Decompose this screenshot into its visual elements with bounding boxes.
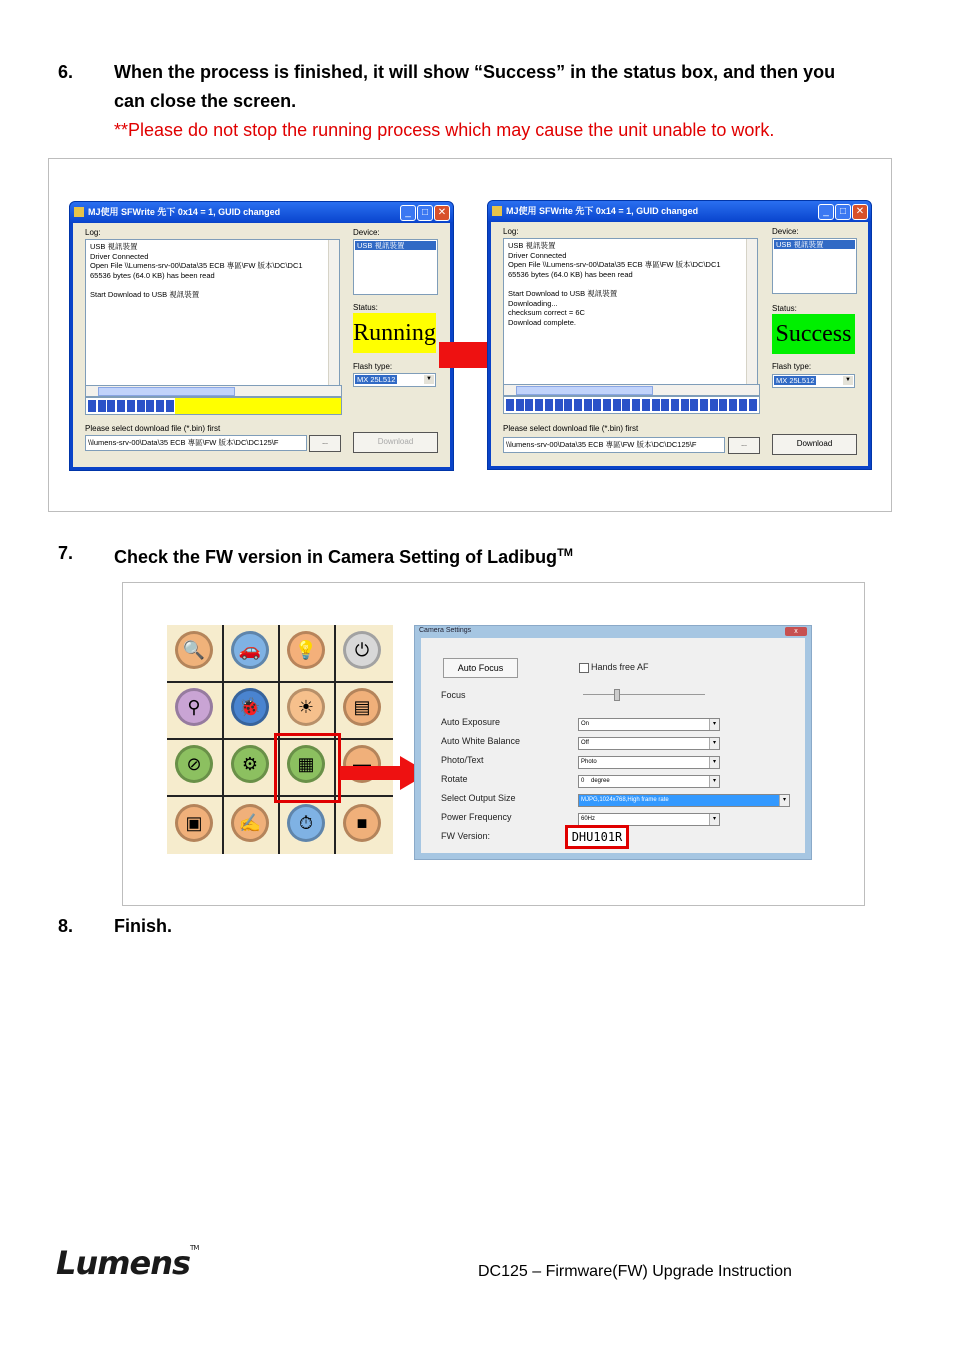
progress-block <box>603 399 611 411</box>
progress-block <box>525 399 533 411</box>
window-title: MJ使用 SFWrite 先下 0x14 = 1, GUID changed <box>506 206 699 216</box>
record-icon[interactable]: ■ <box>343 804 381 842</box>
log-line: 65536 bytes (64.0 KB) has been read <box>90 270 215 280</box>
auto-white-balance-value: Off <box>581 740 589 746</box>
flash-type-label: Flash type: <box>353 362 393 371</box>
window-title: MJ使用 SFWrite 先下 0x14 = 1, GUID changed <box>88 207 281 217</box>
status-label: Status: <box>353 303 378 312</box>
progress-block <box>749 399 757 411</box>
progress-block <box>700 399 708 411</box>
window-body <box>491 222 868 466</box>
device-list[interactable] <box>772 238 857 294</box>
focus-slider-handle[interactable] <box>614 689 620 701</box>
fw-version-value: DHU101R <box>565 825 629 849</box>
download-button[interactable]: Download <box>353 432 438 453</box>
app-icon <box>492 206 502 216</box>
log-line: Open File \\Lumens-srv-00\Data\35 ECB 專區\FW 版本\DC\DC1 <box>90 261 303 271</box>
step-6-line-1: When the process is finished, it will show “Success” in the status box, and then you <box>114 62 836 82</box>
progress-block <box>564 399 572 411</box>
window-title-bar[interactable] <box>488 201 871 221</box>
window-body <box>73 223 450 467</box>
flash-type-select[interactable] <box>772 374 855 388</box>
log-line: 65536 bytes (64.0 KB) has been read <box>508 269 633 279</box>
output-size-value: MJPG,1024x768,High frame rate <box>581 797 669 803</box>
log-line: Driver Connected <box>90 251 149 261</box>
photo-text-label: Photo/Text <box>441 755 484 765</box>
camera-settings-body <box>421 638 805 853</box>
progress-block <box>671 399 679 411</box>
app-icon <box>74 207 84 217</box>
maximize-icon[interactable]: □ <box>835 204 851 220</box>
output-size-select[interactable] <box>578 794 790 807</box>
fw-version-label: FW Version: <box>441 831 491 841</box>
focus-slider-track[interactable] <box>583 694 705 695</box>
step-6-warning: **Please do not stop the running process which may cause the unit unable to work. <box>114 120 775 140</box>
progress-remaining <box>175 398 341 414</box>
window-icon[interactable]: ▬ <box>343 745 381 783</box>
close-icon[interactable]: x <box>785 627 807 636</box>
device-list[interactable] <box>353 239 438 295</box>
progress-block <box>166 400 174 412</box>
brightness-icon[interactable]: ☀ <box>287 688 325 726</box>
progress-block <box>632 399 640 411</box>
output-size-label: Select Output Size <box>441 793 516 803</box>
progress-block <box>506 399 514 411</box>
progress-block <box>593 399 601 411</box>
device-label: Device: <box>772 227 799 236</box>
file-path-input[interactable]: \\lumens-srv-00\Data\35 ECB 專區\FW 版本\DC\DC125\F <box>503 437 725 453</box>
device-item[interactable]: USB 視訊裝置 <box>774 240 855 249</box>
annotation-icon[interactable]: ✍ <box>231 804 269 842</box>
rotate-label: Rotate <box>441 774 468 784</box>
progress-block <box>642 399 650 411</box>
notes-icon[interactable]: ▤ <box>343 688 381 726</box>
chevron-down-icon[interactable]: ▾ <box>709 719 719 730</box>
progress-block <box>622 399 630 411</box>
progress-block <box>88 400 96 412</box>
progress-block <box>535 399 543 411</box>
trademark-mark: TM <box>557 547 573 559</box>
power-frequency-label: Power Frequency <box>441 812 512 822</box>
flash-type-label: Flash type: <box>772 362 812 371</box>
device-label: Device: <box>353 228 380 237</box>
hands-free-checkbox[interactable] <box>579 663 589 673</box>
status-box: Success <box>772 314 855 354</box>
log-box[interactable] <box>503 238 758 385</box>
maximize-icon[interactable]: □ <box>417 205 433 221</box>
progress-block <box>719 399 727 411</box>
download-button[interactable]: Download <box>772 434 857 455</box>
progress-block <box>729 399 737 411</box>
log-label: Log: <box>503 227 519 236</box>
log-line: Open File \\Lumens-srv-00\Data\35 ECB 專區\FW 版本\DC\DC1 <box>508 260 721 270</box>
log-line: checksum correct = 6C <box>508 308 585 318</box>
minimize-icon[interactable]: _ <box>818 204 834 220</box>
car-icon[interactable]: 🚗 <box>231 631 269 669</box>
image-icon[interactable]: ▣ <box>175 804 213 842</box>
file-path-input[interactable]: \\lumens-srv-00\Data\35 ECB 專區\FW 版本\DC\DC125\F <box>85 435 307 451</box>
minimize-icon[interactable]: _ <box>400 205 416 221</box>
progress-block <box>146 400 154 412</box>
chevron-down-icon[interactable]: ▾ <box>779 795 789 806</box>
photo-text-select[interactable] <box>578 756 720 769</box>
rotate-select[interactable] <box>578 775 720 788</box>
step-6-line-2: can close the screen. <box>114 91 297 111</box>
camera-settings-window <box>414 625 812 860</box>
progress-block <box>137 400 145 412</box>
browse-button[interactable]: ... <box>728 437 760 454</box>
log-horizontal-scrollbar[interactable] <box>85 385 342 397</box>
step-7-label: Check the FW version in Camera Setting of Ladibug <box>114 547 558 567</box>
download-progress-bar <box>85 397 342 415</box>
highlight-box <box>274 733 341 803</box>
logo-text: Lumens <box>56 1244 191 1282</box>
flash-type-select[interactable] <box>353 373 436 387</box>
auto-exposure-select[interactable] <box>578 718 720 731</box>
lamp-icon[interactable]: 💡 <box>287 631 325 669</box>
progress-block <box>574 399 582 411</box>
rotate-value: 0 degree <box>581 778 610 784</box>
progress-block <box>613 399 621 411</box>
progress-block <box>739 399 747 411</box>
sfwrite-window-success <box>487 200 872 470</box>
focus-label: Focus <box>441 690 466 700</box>
progress-block <box>107 400 115 412</box>
progress-block <box>516 399 524 411</box>
log-line: Downloading... <box>508 298 558 308</box>
step-6-number: 6. <box>58 62 74 82</box>
chevron-down-icon[interactable]: ▾ <box>709 738 719 749</box>
capture-icon[interactable]: 🔍 <box>175 631 213 669</box>
progress-block <box>555 399 563 411</box>
lumens-logo <box>56 1244 198 1282</box>
log-line: USB 視訊裝置 <box>90 242 138 251</box>
browse-button[interactable]: ... <box>309 435 341 452</box>
log-line: Start Download to USB 視訊裝置 <box>90 290 200 299</box>
select-file-label: Please select download file (*.bin) first <box>85 424 221 433</box>
info-icon[interactable]: ⚲ <box>175 688 213 726</box>
log-line: Driver Connected <box>508 250 567 260</box>
power-icon[interactable]: ⏻ <box>343 631 381 669</box>
chevron-down-icon[interactable]: ▾ <box>709 776 719 787</box>
log-line: Start Download to USB 視訊裝置 <box>508 289 618 298</box>
flash-type-value: MX 25L512 <box>776 376 815 385</box>
status-label: Status: <box>772 304 797 313</box>
log-label: Log: <box>85 228 101 237</box>
auto-white-balance-label: Auto White Balance <box>441 736 521 746</box>
logo-trademark: TM <box>190 1244 199 1252</box>
footer-doc-title: DC125 – Firmware(FW) Upgrade Instruction <box>478 1263 792 1280</box>
download-progress-bar <box>503 396 760 414</box>
auto-white-balance-select[interactable] <box>578 737 720 750</box>
progress-block <box>156 400 164 412</box>
step-7-text <box>114 539 573 572</box>
select-file-label: Please select download file (*.bin) first <box>503 424 639 433</box>
log-line: USB 視訊裝置 <box>508 241 556 250</box>
photo-text-value: Photo <box>581 759 597 765</box>
progress-block <box>652 399 660 411</box>
close-icon[interactable]: ✕ <box>852 204 868 220</box>
auto-focus-button[interactable]: Auto Focus <box>443 658 518 678</box>
device-item[interactable]: USB 視訊裝置 <box>355 241 436 250</box>
camera-settings-icon[interactable]: ▦ <box>287 745 325 783</box>
chevron-down-icon[interactable]: ▼ <box>424 375 434 384</box>
step-8-text: Finish. <box>114 916 172 936</box>
sfwrite-window-running <box>69 201 454 471</box>
ladybug-icon[interactable]: 🐞 <box>231 688 269 726</box>
progress-block <box>690 399 698 411</box>
chevron-down-icon[interactable]: ▾ <box>709 757 719 768</box>
step-7-number: 7. <box>58 543 74 563</box>
auto-exposure-value: On <box>581 721 590 727</box>
window-title-bar[interactable] <box>70 202 453 222</box>
progress-block <box>127 400 135 412</box>
camera-settings-title: Camera Settings <box>419 627 472 634</box>
close-icon[interactable]: ✕ <box>434 205 450 221</box>
progress-block <box>710 399 718 411</box>
hands-free-label: Hands free AF <box>591 662 649 672</box>
log-vertical-scrollbar[interactable] <box>328 240 339 385</box>
timer-icon[interactable]: ⏱ <box>287 804 325 842</box>
progress-block <box>545 399 553 411</box>
chevron-down-icon[interactable]: ▼ <box>843 376 853 385</box>
power-frequency-value: 60Hz <box>581 816 596 822</box>
flash-type-value: MX 25L512 <box>357 375 396 384</box>
status-box: Running <box>353 313 436 353</box>
freeze-icon[interactable]: ⊘ <box>175 745 213 783</box>
log-horizontal-scrollbar[interactable] <box>503 384 760 396</box>
progress-block <box>681 399 689 411</box>
log-line: Download complete. <box>508 317 576 327</box>
chevron-down-icon[interactable]: ▾ <box>709 814 719 825</box>
step-8-number: 8. <box>58 916 74 936</box>
log-box[interactable] <box>85 239 340 386</box>
progress-block <box>661 399 669 411</box>
auto-exposure-label: Auto Exposure <box>441 717 501 727</box>
log-vertical-scrollbar[interactable] <box>746 239 757 384</box>
progress-block <box>117 400 125 412</box>
progress-block <box>98 400 106 412</box>
progress-block <box>584 399 592 411</box>
settings-gear-icon[interactable]: ⚙ <box>231 745 269 783</box>
